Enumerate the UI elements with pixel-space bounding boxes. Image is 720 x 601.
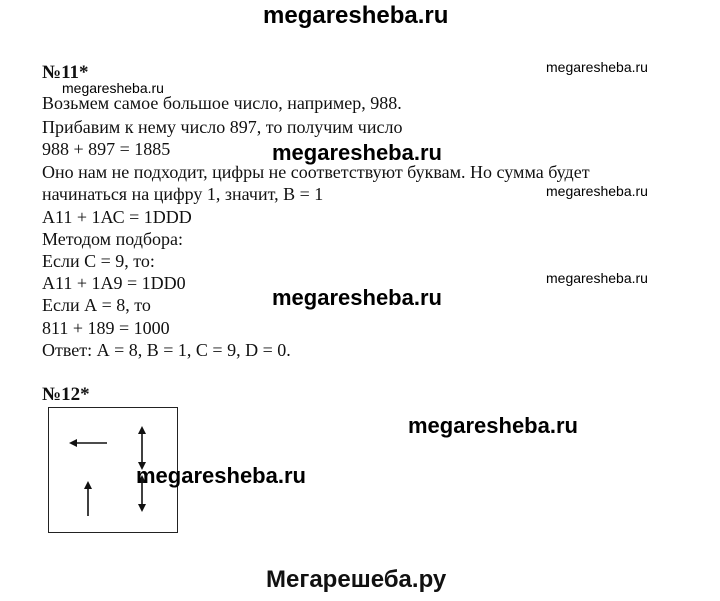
watermark-small: megaresheba.ru xyxy=(546,59,648,75)
watermark-small: megaresheba.ru xyxy=(546,270,648,286)
site-title-watermark: megaresheba.ru xyxy=(263,2,449,29)
solution-line: Если А = 8, то xyxy=(42,295,151,315)
task-12-heading: №12* xyxy=(42,384,90,405)
arrow-up-icon xyxy=(84,481,92,516)
solution-line: А11 + 1А9 = 1DD0 xyxy=(42,273,186,293)
solution-line: 988 + 897 = 1885 xyxy=(42,139,171,159)
solution-line: Возьмем самое большое число, например, 988. xyxy=(42,93,402,113)
watermark-small: megaresheba.ru xyxy=(62,80,164,96)
arrow-left-icon xyxy=(69,439,107,447)
footer-site-name: Мегарешеба.ру xyxy=(266,566,447,593)
solution-line: 811 + 189 = 1000 xyxy=(42,318,170,338)
watermark-large: megaresheba.ru xyxy=(136,463,306,488)
solution-line: Оно нам не подходит, цифры не соответствуют буквам. Но сумма будет xyxy=(42,162,590,182)
solution-line: Прибавим к нему число 897, то получим число xyxy=(42,117,403,137)
solution-line: Методом подбора: xyxy=(42,229,183,249)
watermark-large: megaresheba.ru xyxy=(272,140,442,165)
watermark-small: megaresheba.ru xyxy=(546,183,648,199)
solution-line: Если С = 9, то: xyxy=(42,251,155,271)
solution-line: А11 + 1АС = 1DDD xyxy=(42,207,192,227)
answer-line: Ответ: А = 8, В = 1, С = 9, D = 0. xyxy=(42,340,291,360)
watermark-large: megaresheba.ru xyxy=(408,413,578,438)
watermark-large: megaresheba.ru xyxy=(272,285,442,310)
task-11-heading: №11* xyxy=(42,62,89,83)
solution-line: начинаться на цифру 1, значит, В = 1 xyxy=(42,184,324,204)
